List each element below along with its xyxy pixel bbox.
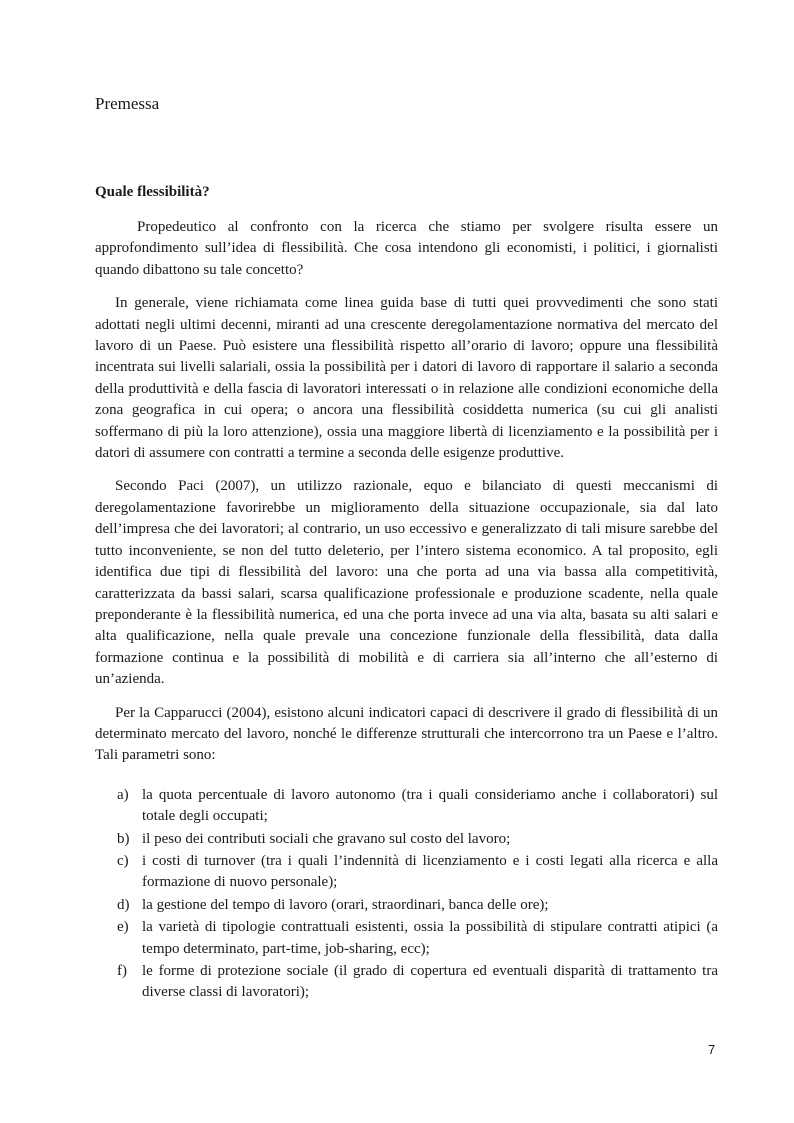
list-item-text: il peso dei contributi sociali che gravano sul costo del lavoro; xyxy=(142,830,511,847)
paragraph-capparucci: Per la Capparucci (2004), esistono alcuni indicatori capaci di descrivere il grado di flessibilità di un determinato mercato del lavoro, nonché le differenze strutturali che intercorrono tra un Paese e l’altro. Tali parametri sono: xyxy=(95,704,718,764)
list-marker: c) xyxy=(117,852,129,869)
paragraph-general: In generale, viene richiamata come linea guida base di tutti quei provvedimenti che sono stati adottati negli ultimi decenni, miranti ad una crescente deregolamentazione normativa del mercato del lavoro di un Paese. Può esistere una flessibilità rispetto all’orario di lavoro; oppure una flessibilità incentrata sui livelli salariali, ossia la possibilità per i datori di lavoro di rapportare il salario a seconda della produttività e della fascia di lavoratori interessati o in relazione alle condizioni economiche della zona geografica in cui opera; o ancora una flessibilità cosiddetta numerica (su cui gli analisti soffermano di più la loro attenzione), ossia una maggiore libertà di licenziamento e la possibilità per i datori di assumere con contratti a termine a seconda delle esigenze produttive. xyxy=(95,295,718,462)
list-marker: a) xyxy=(117,786,129,803)
list-item xyxy=(95,785,718,828)
body-text xyxy=(95,217,718,1005)
list-marker: b) xyxy=(117,830,130,847)
list-item xyxy=(95,961,718,1004)
list-marker: e) xyxy=(117,919,129,936)
page-number: 7 xyxy=(708,1042,716,1057)
paragraph-intro: Propedeutico al confronto con la ricerca che stiamo per svolgere risulta essere un approfondimento sull’idea di flessibilità. Che cosa intendono gli economisti, i politici, i giornalisti quando dibattono su tale concetto? xyxy=(95,219,718,278)
subsection-heading: Quale flessibilità? xyxy=(95,184,210,200)
list-item-text: la gestione del tempo di lavoro (orari, straordinari, banca delle ore); xyxy=(142,896,549,913)
list-item xyxy=(95,851,718,894)
list-marker: f) xyxy=(117,963,127,979)
list-item-text: la varietà di tipologie contrattuali esistenti, ossia la possibilità di stipulare contratti atipici (a tempo determinato, part-time, job-sharing, ecc); xyxy=(142,919,718,957)
list-item-text: la quota percentuale di lavoro autonomo (tra i quali consideriamo anche i collaboratori) sul totale degli occupati; xyxy=(142,786,718,825)
list-marker: d) xyxy=(117,896,130,913)
list-item-text: le forme di protezione sociale (il grado di copertura ed eventuali disparità di trattamento tra diverse classi di lavoratori); xyxy=(142,963,718,1001)
list-item xyxy=(95,895,718,916)
list-item xyxy=(95,829,718,850)
list-item xyxy=(95,917,718,960)
list-item-text: i costi di turnover (tra i quali l’indennità di licenziamento e i costi legati alla ricerca e alla formazione di nuovo personale); xyxy=(142,852,718,891)
paragraph-paci: Secondo Paci (2007), un utilizzo razionale, equo e bilanciato di questi meccanismi di deregolamentazione favorirebbe un miglioramento della situazione occupazionale, sia dal lato dell’impresa che dei lavoratori; al contrario, un uso eccessivo e generalizzato di tali misure sarebbe del tutto inconveniente, se non del tutto deleterio, per l’intero sistema economico. A tal proposito, egli identifica due tipi di flessibilità del lavoro: una che porta ad una via bassa alla competitività, caratterizzata da bassi salari, scarsa qualificazione professionale e produzione scadente, nella quale preponderante è la flessibilità numerica, ed una che porta invece ad una via alta, basata su alti salari e alta qualificazione, nella quale prevale una concezione funzionale della flessibilità, data dalla formazione continua e la possibilità di mobilità e di carriera sia all’interno che all’esterno di un’azienda. xyxy=(95,478,718,688)
indicator-list xyxy=(95,785,718,1004)
section-heading: Premessa xyxy=(95,94,160,113)
